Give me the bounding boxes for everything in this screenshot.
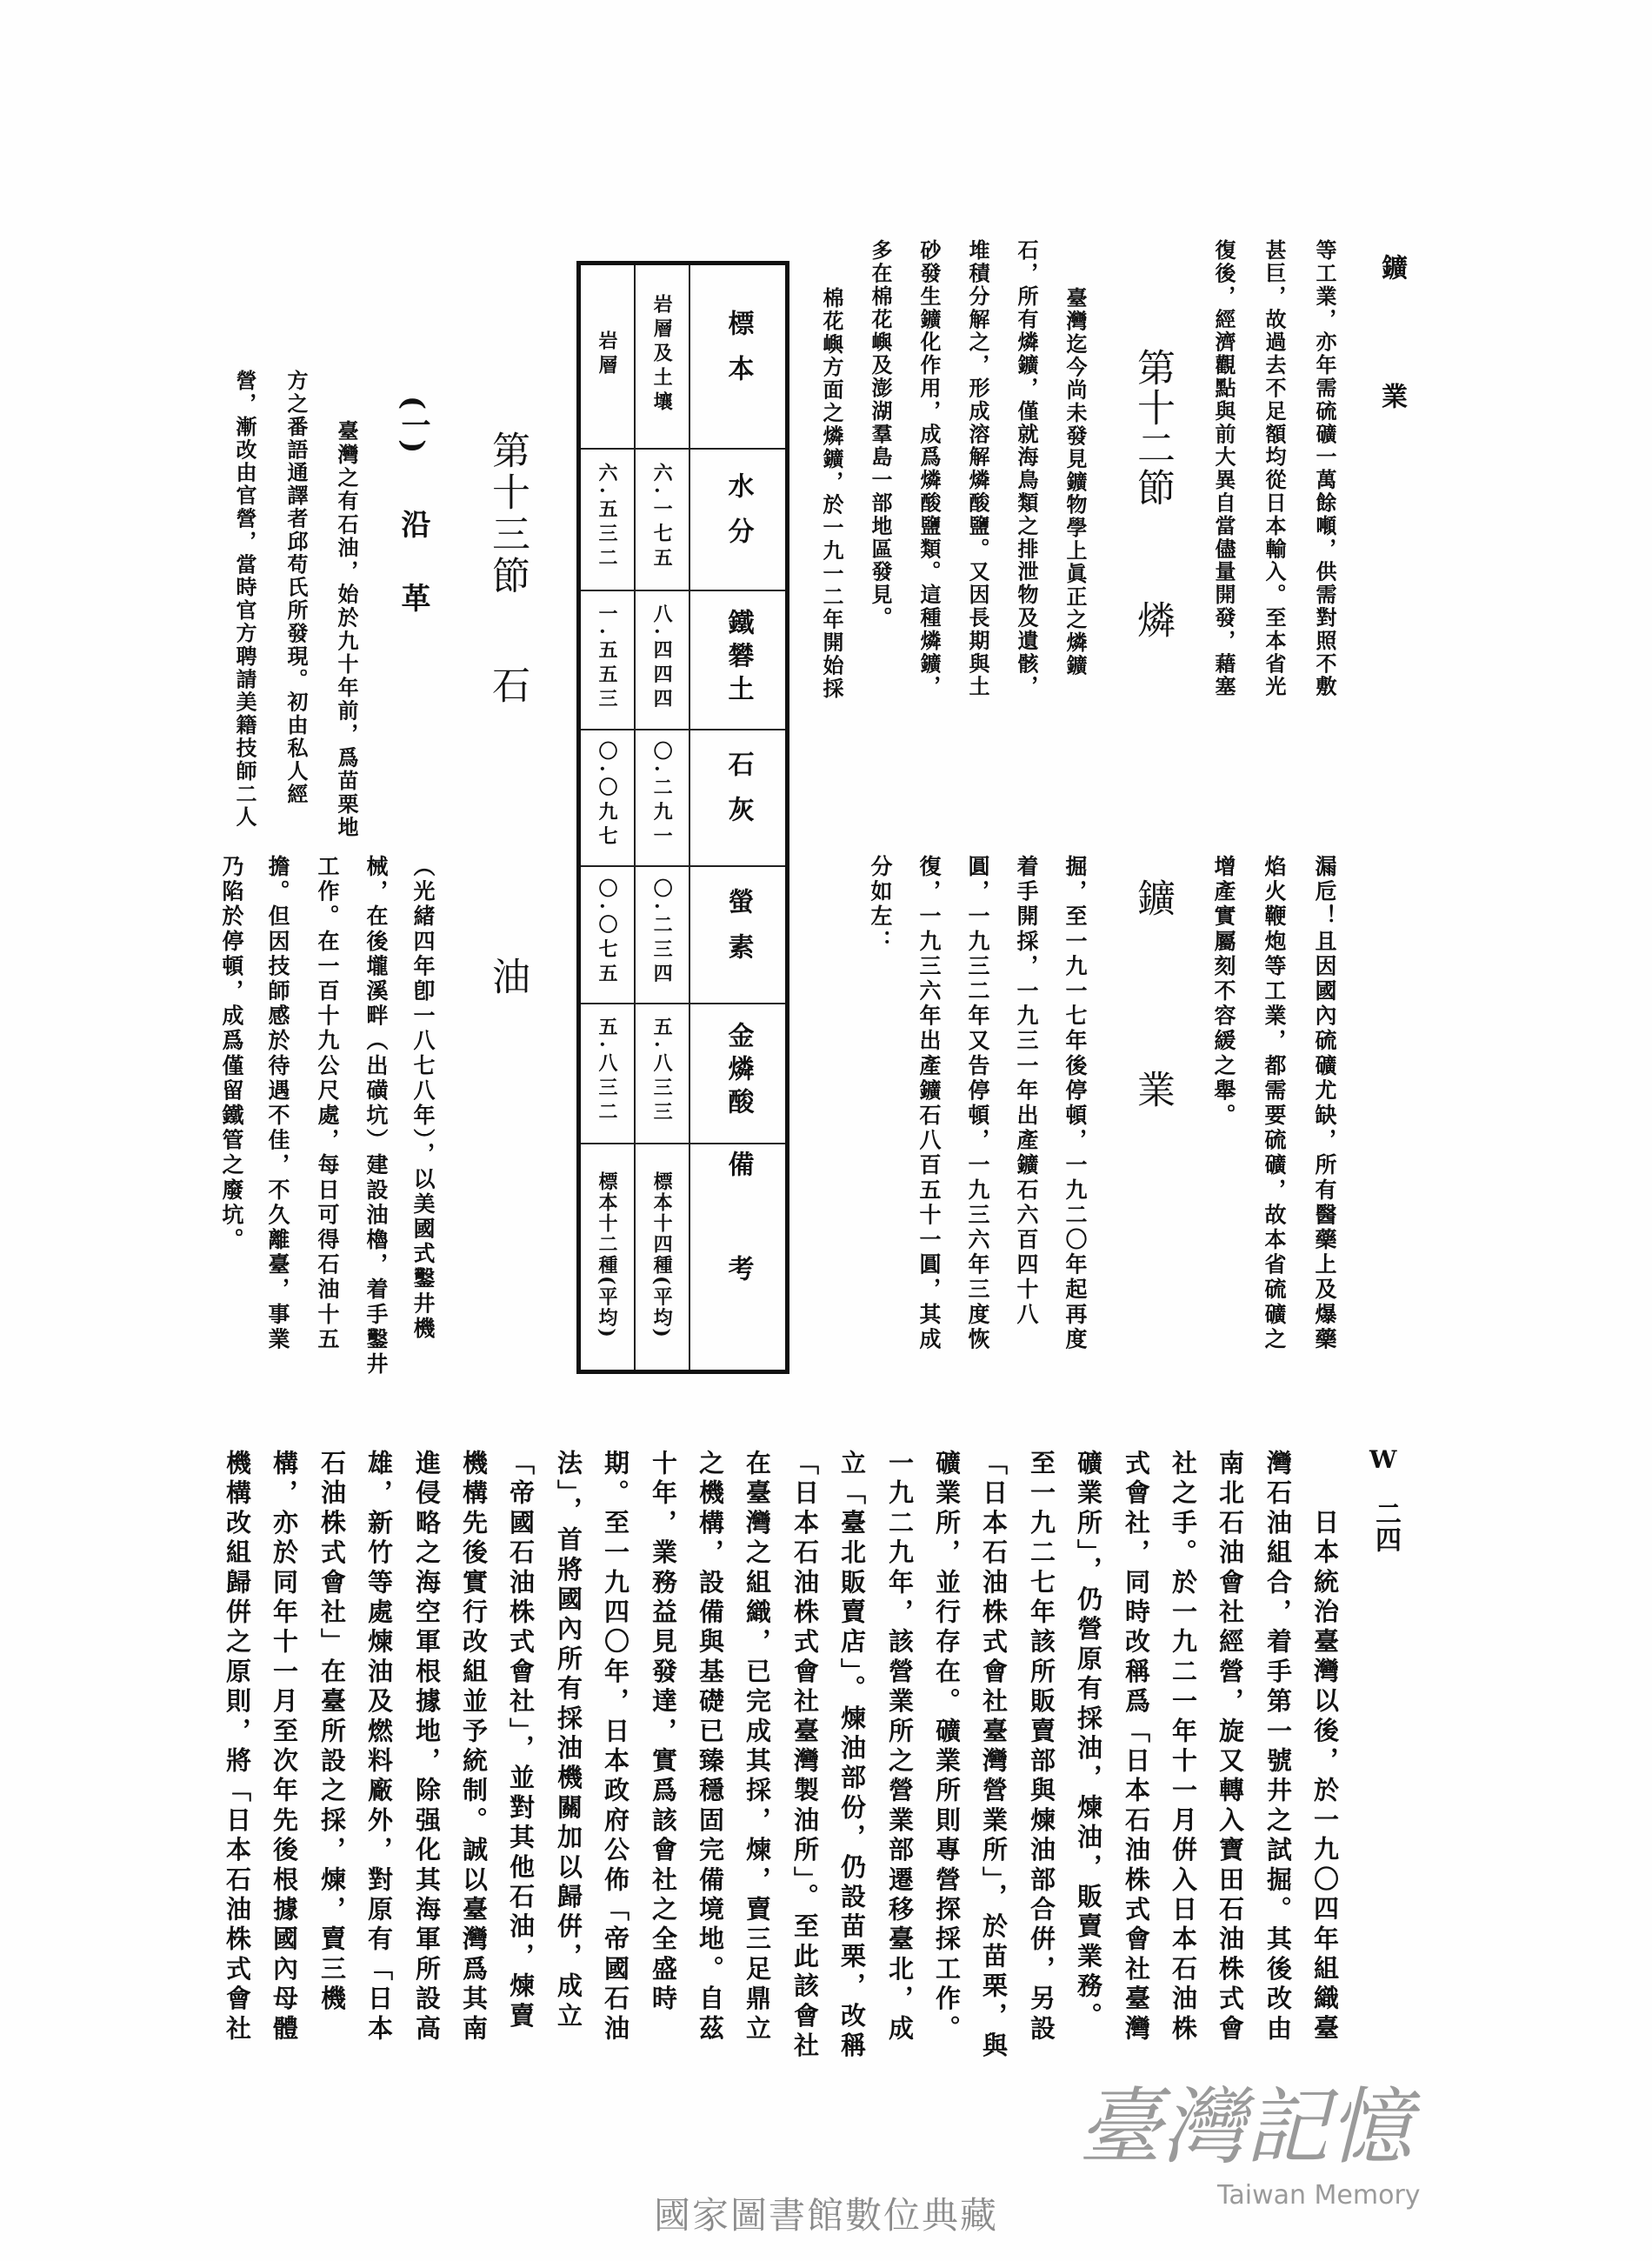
text-column: 礦業所」，仍營原有採油，煉油，販賣業務。 xyxy=(1074,1450,1103,2032)
note: 標本十二種(平均) xyxy=(596,1171,619,1339)
table-cell xyxy=(635,449,689,590)
table-header-cell xyxy=(689,263,787,449)
table-cell xyxy=(635,730,689,866)
row-header: 金燐酸 xyxy=(723,1022,754,1121)
section-13-heading-char: 石 xyxy=(485,665,530,704)
text-column: 機構先後實行改組並予統制。誠以臺灣爲其南 xyxy=(459,1450,489,2044)
row-header: 鐵礬土 xyxy=(723,608,754,708)
subsection-number: (一) xyxy=(396,396,430,454)
text-column: 臺灣之有石油，始於九十年前，爲苗栗地 xyxy=(334,420,359,840)
text-column: 礦業所，並行存在。礦業所則專營探採工作。 xyxy=(932,1450,962,2044)
page-number-prefix: W xyxy=(1369,1445,1397,1474)
section-13-heading-char: 油 xyxy=(485,957,530,995)
section-13-heading: 第十三節 xyxy=(485,430,530,597)
text-column: 至一九二七年該所販賣部與煉油部合倂，另設 xyxy=(1027,1450,1056,2044)
section-12-heading-char: 業 xyxy=(1130,1070,1175,1108)
text-column: 式會社，同時改稱爲「日本石油株式會社臺灣 xyxy=(1122,1450,1151,2044)
text-column: 甚巨，故過去不足額均從日本輸入。至本省光 xyxy=(1262,239,1287,698)
table-cell xyxy=(579,1144,636,1372)
text-column: 日本統治臺灣以後，於一九〇四年組織臺 xyxy=(1310,1509,1340,2044)
text-column: 「日本石油株式會社臺灣營業所」，於苗栗，與 xyxy=(979,1450,1009,2062)
text-column: 掘，至一九一七年後停頓，一九二〇年起再度 xyxy=(1062,855,1088,1352)
text-column: 法」，首將國內所有採油機關加以歸倂，成立 xyxy=(554,1450,583,2032)
text-column: 着手開採，一九三一年出產鑛石六百四十八 xyxy=(1014,855,1039,1328)
row-header: 標本 xyxy=(723,309,754,400)
table-cell xyxy=(635,1004,689,1144)
section-12-heading-char: 鑛 xyxy=(1130,878,1175,917)
value: 一.五五三 xyxy=(596,603,619,713)
table-cell xyxy=(579,866,636,1004)
text-column: 十年，業務益見發達，實爲該會社之全盛時 xyxy=(649,1450,678,2015)
text-column: 南北石油會社經營，旋又轉入寶田石油株式會 xyxy=(1216,1450,1245,2044)
value: 〇.〇九七 xyxy=(596,741,619,850)
library-footer: 國家圖書館數位典藏 xyxy=(653,2194,998,2237)
text-column: 棉花嶼方面之燐鑛，於一九一二年開始採 xyxy=(819,287,844,701)
text-column: 灣石油組合，着手第一號井之試掘。其後改由 xyxy=(1263,1450,1293,2044)
text-column: 「日本石油株式會社臺灣製油所」。至此該會社 xyxy=(790,1450,820,2062)
text-column: 社之手。於一九二一年十一月倂入日本石油株 xyxy=(1169,1450,1198,2044)
text-column: 復後，經濟觀點與前大異自當儘量開發，藉塞 xyxy=(1211,239,1236,698)
table-header-cell xyxy=(689,1004,787,1144)
table-cell xyxy=(579,590,636,730)
text-column: 方之番語通譯者邱苟氏所發現。初由私人經 xyxy=(283,370,309,806)
sample-name: 岩層及土壤 xyxy=(650,293,674,416)
text-column: 等工業，亦年需硫礦一萬餘噸，供需對照不敷 xyxy=(1312,239,1337,698)
text-column: 石，所有燐鑛，僅就海鳥類之排泄物及遺骸， xyxy=(1014,239,1039,698)
text-column: 焰火鞭炮等工業，都需要硫礦，故本省硫礦之 xyxy=(1262,855,1287,1352)
subsection-heading-char: 沿 xyxy=(396,509,430,538)
table-header-cell xyxy=(689,590,787,730)
text-column: 期。至一九四〇年，日本政府公佈「帝國石油 xyxy=(601,1450,630,2044)
row-header: 螢素 xyxy=(723,887,754,978)
text-column: 械，在後壠溪畔（出磺坑）建設油櫓，着手鑿井 xyxy=(363,855,389,1377)
text-column: （光緒四年卽一八七八年），以美國式鑿井機 xyxy=(410,855,436,1342)
value: 〇.二九一 xyxy=(650,741,674,850)
value: 〇.〇七五 xyxy=(596,877,619,988)
text-column: 圓，一九三二年又告停頓，一九三六年三度恢 xyxy=(965,855,990,1352)
table-row xyxy=(579,1004,788,1144)
value: 六.五三二 xyxy=(596,463,619,572)
note: 標本十四種(平均) xyxy=(650,1171,674,1339)
text-column: 立「臺北販賣店」。煉油部份，仍設苗栗，改稱 xyxy=(837,1450,867,2062)
row-header: 水分 xyxy=(723,472,754,563)
text-column: 之機構，設備與基礎已臻穩固完備境地。自茲 xyxy=(696,1450,725,2044)
text-column: 一九二九年，該營業所之營業部遷移臺北，成 xyxy=(885,1450,915,2044)
text-column: 工作。在一百十九公尺處，每日可得石油十五 xyxy=(315,855,340,1352)
table-row xyxy=(579,263,788,449)
running-header-char-1: 鑛 xyxy=(1376,254,1407,280)
table-header-cell xyxy=(689,730,787,866)
section-12-heading: 第十二節 xyxy=(1130,348,1175,508)
row-header: 石灰 xyxy=(723,750,754,841)
sample-name: 岩層 xyxy=(596,330,619,379)
table-row xyxy=(579,590,788,730)
table-cell xyxy=(635,1144,689,1372)
text-column: 復，一九三六年出產鑛石八百五十一圓，其成 xyxy=(916,855,942,1352)
text-column: 臺灣迄今尚未發見鑛物學上眞正之燐鑛 xyxy=(1062,287,1088,677)
text-column: 分如左： xyxy=(868,855,893,955)
table-row xyxy=(579,730,788,866)
text-column: 增產實屬刻不容緩之舉。 xyxy=(1211,855,1236,1129)
taiwan-memory-watermark-subtitle: Taiwan Memory xyxy=(1217,2180,1421,2211)
row-header: 備考 xyxy=(723,1151,754,1360)
running-header-char-2: 業 xyxy=(1376,383,1407,409)
table-cell xyxy=(579,1004,636,1144)
text-column: 堆積分解之，形成溶解燐酸鹽。又因長期與土 xyxy=(965,239,990,698)
text-column: 多在棉花嶼及澎湖羣島一部地區發見。 xyxy=(868,239,893,630)
text-column: 營，漸改由官營，當時官方聘請美籍技師二人 xyxy=(232,370,257,829)
text-column: 構，亦於同年十一月至次年先後根據國內母體 xyxy=(270,1450,299,2044)
table-row xyxy=(579,449,788,590)
subsection-heading-char: 革 xyxy=(396,583,430,612)
value: 五.八三三 xyxy=(650,1017,674,1126)
value: 五.八三二 xyxy=(596,1017,619,1126)
text-column: 擔。但因技師感於待遇不佳，不久離臺，事業 xyxy=(265,855,290,1352)
table-cell xyxy=(635,590,689,730)
table-header-cell xyxy=(689,449,787,590)
phosphate-analysis-table xyxy=(576,261,789,1374)
table-header-cell xyxy=(689,866,787,1004)
value: 八.四四四 xyxy=(650,603,674,713)
table-cell xyxy=(635,263,689,449)
value: 〇.二三四 xyxy=(650,877,674,988)
text-column: 乃陷於停頓，成爲僅留鐵管之廢坑。 xyxy=(219,855,244,1253)
text-column: 漏卮！且因國內硫礦尤缺，所有醫藥上及爆藥 xyxy=(1312,855,1337,1352)
text-column: 雄，新竹等處煉油及燃料廠外，對原有「日本 xyxy=(364,1450,394,2044)
text-column: 機構改組歸倂之原則，將「日本石油株式會社 xyxy=(223,1450,252,2044)
text-column: 「帝國石油株式會社」，並對其他石油，煉賣 xyxy=(506,1450,536,2032)
text-column: 砂發生鑛化作用，成爲燐酸鹽類。這種燐鑛， xyxy=(916,239,942,698)
table-cell xyxy=(579,263,636,449)
table-cell xyxy=(635,866,689,1004)
taiwan-memory-watermark-logo: 臺灣記憶 xyxy=(1078,2078,1412,2176)
table-cell xyxy=(579,730,636,866)
text-column: 進侵略之海空軍根據地，除强化其海軍所設高 xyxy=(412,1450,442,2044)
value: 六.一七五 xyxy=(650,463,674,572)
table-header-cell xyxy=(689,1144,787,1372)
text-column: 在臺灣之組織，已完成其採，煉，賣三足鼎立 xyxy=(743,1450,772,2044)
table-row xyxy=(579,1144,788,1372)
table-cell xyxy=(579,449,636,590)
section-12-heading-char: 燐 xyxy=(1130,600,1175,638)
text-column: 石油株式會社」在臺所設之採，煉，賣三機 xyxy=(317,1450,347,2015)
page-number: 二四 xyxy=(1370,1500,1401,1552)
table-row xyxy=(579,866,788,1004)
